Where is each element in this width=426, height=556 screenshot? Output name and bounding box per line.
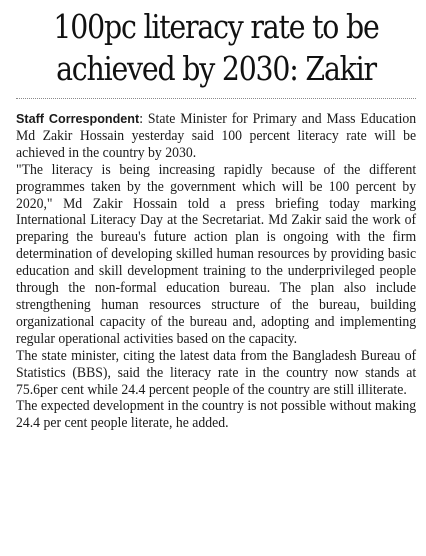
article-paragraph-2: "The literacy is being increasing rapidly because of the different programmes taken by the government which will be 100 percent by 2020," Md Zakir Hossain told a press briefing today marking International Literacy Day at the Secretariat. Md Zakir said the work of preparing the bureau's future action plan is ongoing with the firm determination of developing skilled human resources by providing basic education and skill development training to the underprivileged people through the non-formal education bureau. The plan also include strengthening human resources structure of the bureau, building organizational capacity of the bureau and, adopting and implementing regular operational activities based on the capacity. xyxy=(16,161,417,347)
paragraph-1-text: State Minister for Primary and Mass Education Md Zakir Hossain yesterday said 100 percent literacy rate will be achieved in the country by 2030. xyxy=(16,111,417,161)
headline-line-1: 100pc literacy rate to be xyxy=(53,7,379,46)
headline-divider xyxy=(16,98,416,99)
article-paragraph-3: The state minister, citing the latest data from the Bangladesh Bureau of Statistics (BBS), said the literacy rate in the country now stands at 75.6per cent while 24.4 percent people of the country are still illiterate. xyxy=(16,347,417,398)
byline-separator: : xyxy=(139,111,148,127)
article-paragraph-4: The expected development in the country is not possible without making 24.4 per cent people literate, he added. xyxy=(16,398,417,432)
article-body xyxy=(16,111,416,432)
article-paragraph-1 xyxy=(16,111,416,162)
article-headline xyxy=(44,6,388,90)
byline: Staff Correspondent xyxy=(16,111,140,126)
headline-line-2: achieved by 2030: Zakir xyxy=(56,49,376,88)
